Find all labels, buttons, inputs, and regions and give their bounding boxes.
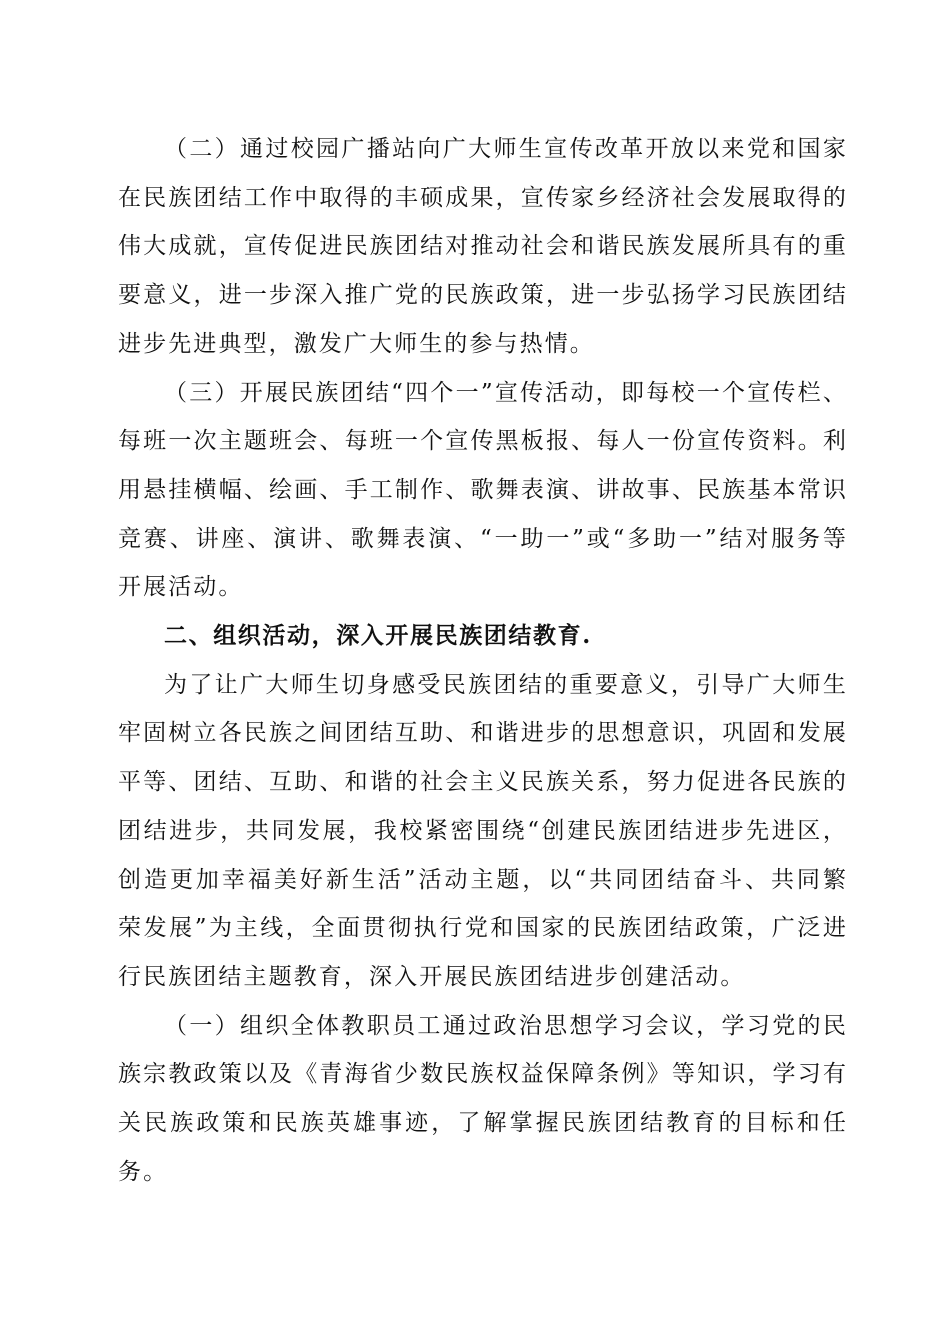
section-heading-education: 二、组织活动，深入开展民族团结教育.	[164, 622, 592, 650]
paragraph-staff-study: （一）组织全体教职员工通过政治思想学习会议，学习党的民族宗教政策以及《青海省少数民族权益保障条例》等知识，学习有关民族政策和民族英雄事迹，了解掌握民族团结教育的目标和任务。	[118, 1012, 848, 1185]
paragraph-education-intro: 为了让广大师生切身感受民族团结的重要意义，引导广大师生牢固树立各民族之间团结互助、和谐进步的思想意识，巩固和发展平等、团结、互助、和谐的社会主义民族关系，努力促进各民族的团结进步，共同发展，我校紧密围绕“创建民族团结进步先进区，创造更加幸福美好新生活”活动主题，以“共同团结奋斗、共同繁荣发展”为主线，全面贯彻执行党和国家的民族团结政策，广泛进行民族团结主题教育，深入开展民族团结进步创建活动。	[118, 671, 848, 990]
paragraph-broadcast-publicity: （二）通过校园广播站向广大师生宣传改革开放以来党和国家在民族团结工作中取得的丰硕成果，宣传家乡经济社会发展取得的伟大成就，宣传促进民族团结对推动社会和谐民族发展所具有的重要意义，进一步深入推广党的民族政策，进一步弘扬学习民族团结进步先进典型，激发广大师生的参与热情。	[118, 136, 848, 357]
paragraph-four-ones-activity: （三）开展民族团结“四个一”宣传活动，即每校一个宣传栏、每班一次主题班会、每班一个宣传黑板报、每人一份宣传资料。利用悬挂横幅、绘画、手工制作、歌舞表演、讲故事、民族基本常识竞赛、讲座、演讲、歌舞表演、“一助一”或“多助一”结对服务等开展活动。	[118, 379, 848, 601]
document-body	[118, 125, 848, 1196]
